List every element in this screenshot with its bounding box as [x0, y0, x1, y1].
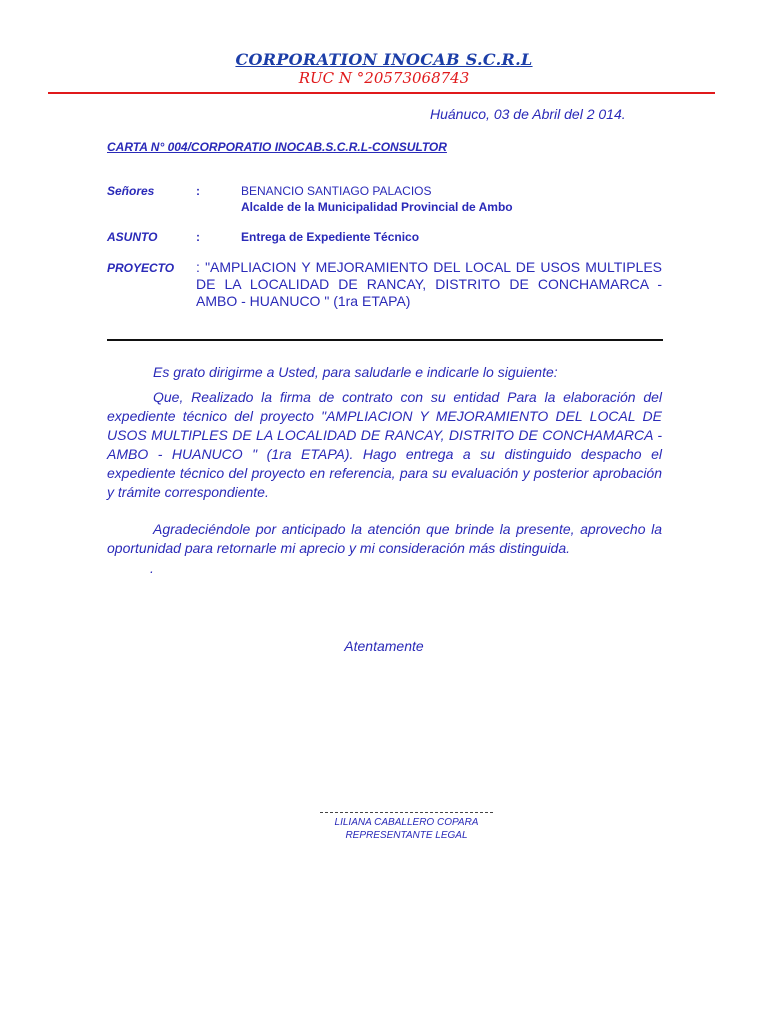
recipient-title: Alcalde de la Municipalidad Provincial de Ambo [241, 200, 513, 214]
signer-role: REPRESENTANTE LEGAL [345, 830, 468, 841]
asunto-colon: : [196, 230, 200, 244]
recipient-name: BENANCIO SANTIAGO PALACIOS [241, 184, 432, 198]
section-divider [107, 339, 663, 341]
senores-label: Señores [107, 184, 155, 198]
senores-colon: : [196, 184, 200, 198]
thanks-paragraph: Agradeciéndole por anticipado la atención que brinde la presente, aprovecho la oportunidad para retornarle mi aprecio y mi consideración más distinguida. [107, 521, 662, 556]
closing: Atentamente [344, 638, 424, 654]
signature-line [320, 812, 493, 813]
ruc-number: RUC N °20573068743 [298, 69, 470, 87]
letter-date: Huánuco, 03 de Abril del 2 014. [430, 106, 626, 122]
header-divider [48, 92, 715, 94]
proyecto-value: : "AMPLIACION Y MEJORAMIENTO DEL LOCAL DE USOS MULTIPLES DE LA LOCALIDAD DE RANCAY, DISTRITO DE CONCHAMARCA - AMBO - HUANUCO " (1ra ETAPA) [196, 259, 662, 309]
body-paragraph: Que, Realizado la firma de contrato con su entidad Para la elaboración del expediente técnico del proyecto "AMPLIACION Y MEJORAMIENTO DEL LOCAL DE USOS MULTIPLES DE LA LOCALIDAD DE RANCAY, DISTRITO DE CONCHAMARCA - AMBO - HUANUCO " (1ra ETAPA). Hago entrega a su distinguido despacho el expediente técnico del proyecto en referencia, para su evaluación y posterior aprobación y trámite correspondiente. [107, 389, 662, 500]
greeting-paragraph: Es grato dirigirme a Usted, para saludarle e indicarle lo siguiente: [153, 364, 558, 380]
proyecto-label: PROYECTO [107, 261, 175, 275]
signature-block [300, 816, 513, 842]
dot-mark: . [150, 560, 154, 576]
letter-reference: CARTA N° 004/CORPORATIO INOCAB.S.C.R.L-CONSULTOR [107, 140, 447, 154]
asunto-label: ASUNTO [107, 230, 158, 244]
asunto-value: Entrega de Expediente Técnico [241, 230, 420, 244]
company-name: CORPORATION INOCAB S.C.R.L [235, 50, 533, 69]
signer-name: LILIANA CABALLERO COPARA [334, 817, 479, 828]
